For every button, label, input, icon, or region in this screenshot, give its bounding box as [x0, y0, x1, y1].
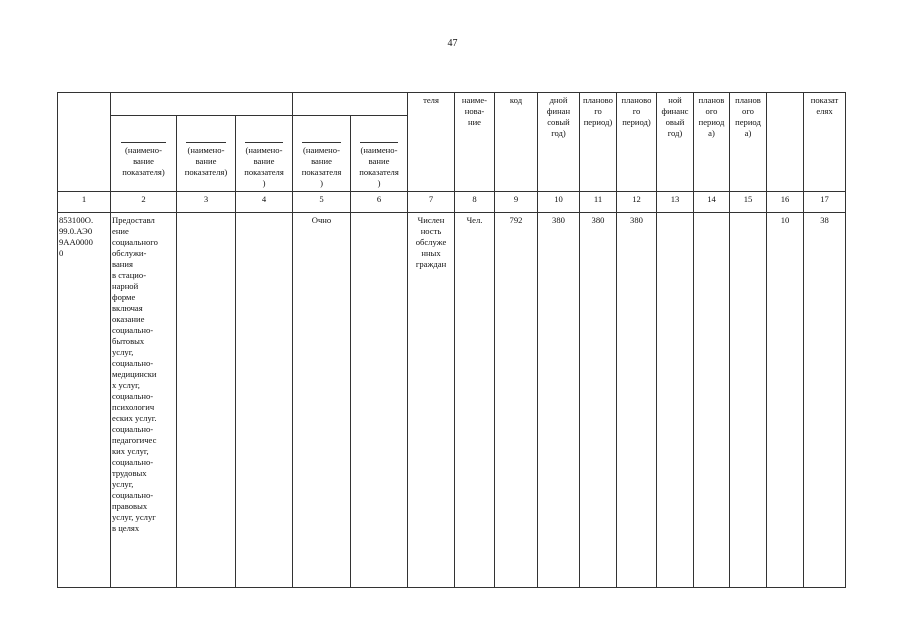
header-cell-16 [767, 93, 804, 192]
column-number: 16 [767, 192, 804, 213]
subheader-cell-3: (наимено- вание показателя) [177, 116, 236, 192]
header-cell-12: планово го период) [617, 93, 657, 192]
header-cell-10: дной финан совый год) [538, 93, 580, 192]
value-cell-14 [694, 213, 730, 588]
header-cell-1 [58, 93, 111, 192]
page-number: 47 [447, 38, 458, 49]
indicator-name-cell: Числен ность обслуже нных граждан [408, 213, 455, 588]
registry-code-cell: 853100О. 99.0.АЭ0 9АА0000 0 [58, 213, 111, 588]
table-row [58, 213, 846, 588]
unit-name-cell: Чел. [455, 213, 495, 588]
column-number: 7 [408, 192, 455, 213]
column-number: 6 [351, 192, 408, 213]
value-cell-10: 380 [538, 213, 580, 588]
data-cell-6 [351, 213, 408, 588]
data-cell-3 [177, 213, 236, 588]
service-form-cell: Очно [293, 213, 351, 588]
header-group-service-content [111, 93, 293, 116]
header-cell-14: планов ого период а) [694, 93, 730, 192]
column-number: 13 [657, 192, 694, 213]
service-name-cell: Предоставл ение социального обслужи- вания в стацио- нарной форме включая оказание социально- бытовых услуг, социально- медицински х услуг, социально- психологич еских услуг. социально- педагогичес ких услуг, социально- трудовых услуг, социально- правовых услуг, услуг в целях [111, 213, 177, 588]
header-cell-9: код [495, 93, 538, 192]
column-number: 17 [804, 192, 846, 213]
header-group-service-conditions [293, 93, 408, 116]
subheader-cell-4: (наимено- вание показателя ) [236, 116, 293, 192]
header-cell-11: планово го период) [580, 93, 617, 192]
value-cell-11: 380 [580, 213, 617, 588]
header-cell-17: показат елях [804, 93, 846, 192]
header-cell-8: наиме- нова- ние [455, 93, 495, 192]
column-number: 15 [730, 192, 767, 213]
column-number: 3 [177, 192, 236, 213]
column-number: 10 [538, 192, 580, 213]
header-cell-7: теля [408, 93, 455, 192]
subheader-cell-2: (наимено- вание показателя) [111, 116, 177, 192]
header-cell-15: планов ого период а) [730, 93, 767, 192]
column-number: 9 [495, 192, 538, 213]
header-row [58, 93, 846, 116]
column-number: 8 [455, 192, 495, 213]
header-cell-13: ной финанс овый год) [657, 93, 694, 192]
column-number-row [58, 192, 846, 213]
value-cell-12: 380 [617, 213, 657, 588]
value-cell-13 [657, 213, 694, 588]
column-number: 12 [617, 192, 657, 213]
column-number: 2 [111, 192, 177, 213]
column-number: 4 [236, 192, 293, 213]
column-number: 5 [293, 192, 351, 213]
column-number: 14 [694, 192, 730, 213]
subheader-cell-5: (наимено- вание показателя ) [293, 116, 351, 192]
column-number: 11 [580, 192, 617, 213]
value-cell-15 [730, 213, 767, 588]
value-cell-17: 38 [804, 213, 846, 588]
column-number: 1 [58, 192, 111, 213]
data-cell-4 [236, 213, 293, 588]
value-cell-16: 10 [767, 213, 804, 588]
unit-code-cell: 792 [495, 213, 538, 588]
services-table [57, 92, 846, 588]
subheader-cell-6: (наимено- вание показателя ) [351, 116, 408, 192]
